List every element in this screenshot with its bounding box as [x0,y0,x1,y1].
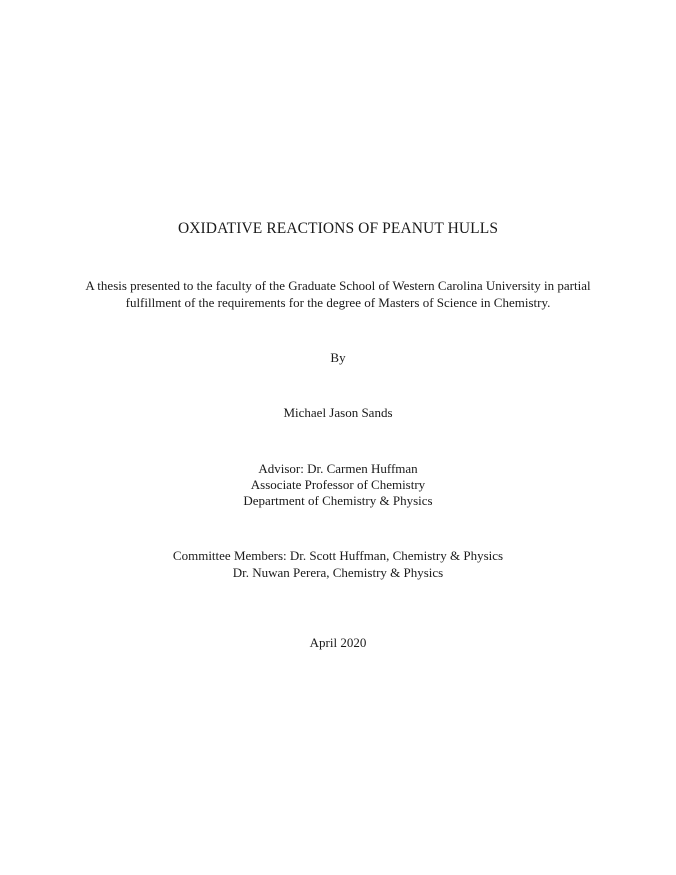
advisor-department: Department of Chemistry & Physics [243,493,433,508]
author-name: Michael Jason Sands [283,405,393,420]
thesis-title: OXIDATIVE REACTIONS OF PEANUT HULLS [177,220,499,237]
committee-members-line-1: Committee Members: Dr. Scott Huffman, Chemistry & Physics [172,548,504,563]
committee-members-line-2: Dr. Nuwan Perera, Chemistry & Physics [232,565,444,580]
advisor-title: Associate Professor of Chemistry [250,477,426,492]
by-label: By [330,350,346,365]
submission-date: April 2020 [309,635,367,650]
thesis-description-line-2: fulfillment of the requirements for the degree of Masters of Science in Chemistry. [125,295,551,310]
thesis-description-line-1: A thesis presented to the faculty of the Graduate School of Western Carolina University in partial [85,278,591,293]
advisor-name: Advisor: Dr. Carmen Huffman [258,461,418,476]
